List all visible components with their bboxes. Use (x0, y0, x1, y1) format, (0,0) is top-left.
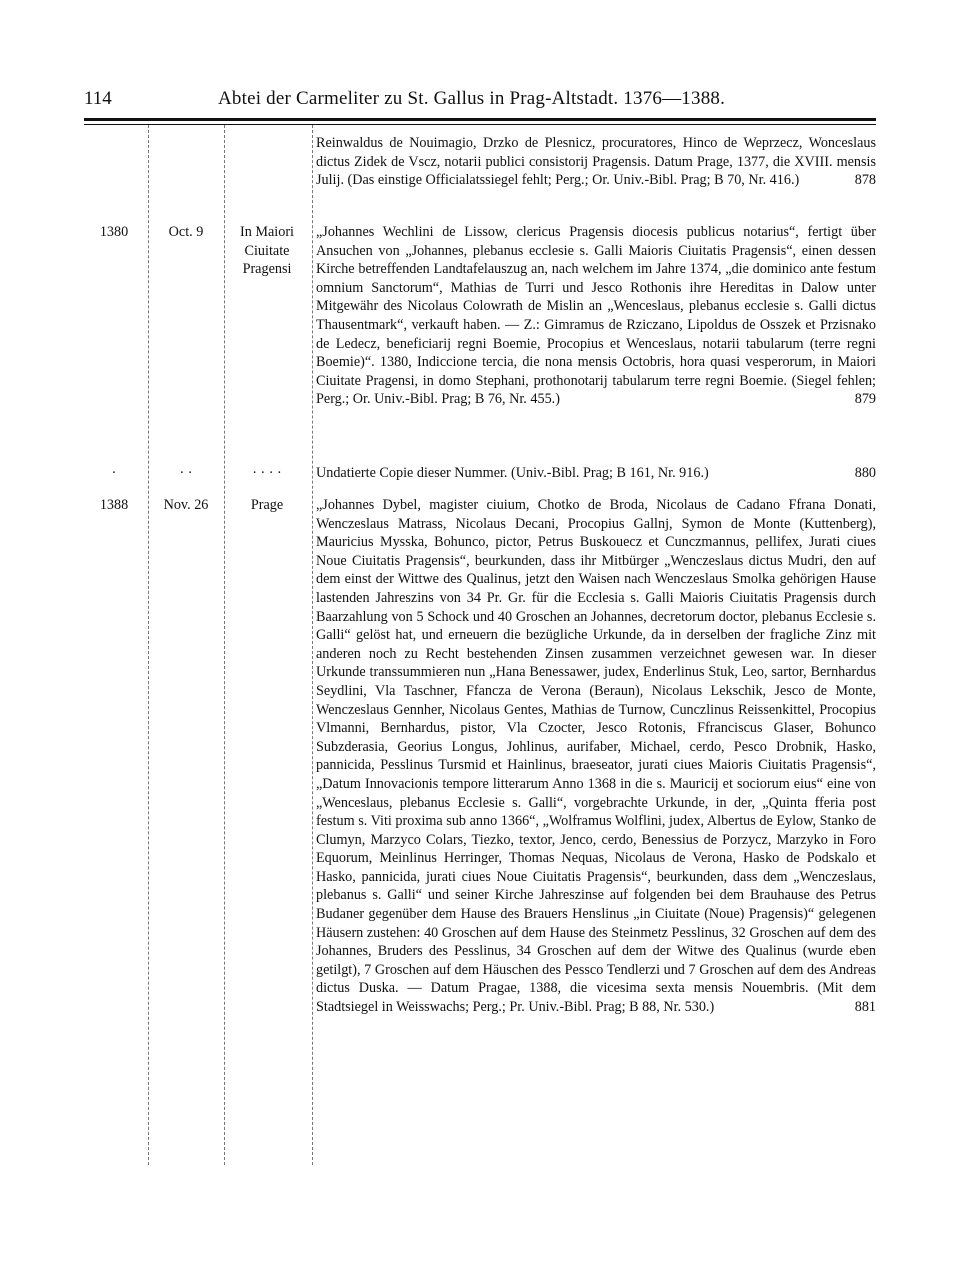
column-divider (312, 125, 313, 1165)
column-divider (148, 125, 149, 1165)
entry-text (316, 223, 876, 409)
entry-number: 879 (854, 391, 876, 408)
entry-text (316, 464, 876, 483)
entry-text (316, 134, 876, 190)
entry-number: 878 (854, 172, 876, 189)
entry-number: 880 (854, 465, 876, 481)
entry-text (316, 496, 876, 1017)
entry-date: Oct. 9 (168, 224, 204, 240)
entry-year: 1388 (99, 497, 129, 513)
entry-place: In Maiori Ciuitate Pragensi (240, 224, 294, 278)
header-rule-thin (84, 124, 876, 125)
running-title: Abtei der Carmeliter zu St. Gallus in Prag-Altstadt. 1376—1388. (218, 88, 726, 109)
entry-body: „Johannes Dybel, magister ciuium, Chotko de Broda, Nicolaus de Cadano Ffrana Donati, Wenczeslaus Matrass, Nicolaus Decani, Procopius Gallnj, Symon de Monte (Kuttenberg), Mauricius Mysska, Bohunco, pictor, Petrus Buskouecz et Cunczmannus, pellifex, Jurati ciues Noue Ciuitatis Pragensis“, beurkunden, dass ihr Mitbürger „Wenczeslaus dictus Mudri, den auf dem einst der Wittwe des Qualinus, jetzt den Waisen nach Wenczeslaus Smolka gehörigen Hause lastenden Jahreszins von 34 Pr. Gr. für die Ecclesia s. Galli Maioris Ciuitatis Pragensis durch Baarzahlung von 5 Schock und 40 Groschen an Johannes, decretorum doctor, plebanus Ecclesie s. Galli“ gelöst hat, und erneuern die bezügliche Urkunde, da in derselben der fragliche Zinz mit anderen noch zu Recht bestehenden Zinsen zusammen verzeichnet gewesen war. In dieser Urkunde transsummieren nun „Hana Benessawer, judex, Enderlinus Stuk, Leo, sartor, Bernhardus Seydlini, Vla Taschner, Ffancza de Verona (Beraun), Nicolaus Lekschik, Jesco de Monte, Wenczeslaus Gennher, Nicolaus Gentes, Mathias de Turnow, Cunczlinus Reissenkittel, Procopius Vlmanni, Bernhardus, pistor, Vla Czocter, Jesco Rotonis, Ffranciscus Glaser, Bohunco Subzderasia, Georius Longus, Johlinus, aurifaber, Michael, cerdo, Pesco Drobnik, Hasko, pannicida, Pesslinus Tursmid et Hainlinus, braeseator, jurati ciues Maioris Ciuitatis Pragensis“, „Datum Innovacionis tempore litterarum Anno 1368 in die s. Mauricij et sociorum eius“ eine von „Wenceslaus, plebanus Ecclesie s. Galli“, vorgebrachte Urkunde, in der, „Quinta fferia post festum s. Viti proxima sub anno 1366“, „Wolframus Wolflini, judex, Albertus de Eylow, Stanko de Clumyn, Marzyco Colars, Tiezko, textor, Jenco, cerdo, Benessius de Porzycz, Marzyko in Foro Equorum, Meinlinus Herringer, Thomas Nequas, Nicolaus de Verona, Hasko de Podskalo et Hasko, pannicida, jurati ciues Noue Ciuitatis Pragensis“, beurkunden, dass dem „Wenczeslaus, plebanus s. Galli“ und seiner Kirche Jahreszinse auf folgenden bei dem Brauhause des Petrus Budaner gegenüber dem Hause des Brauers Henslinus „in Ciuitate (Noue) Pragensis)“ gelegenen Häusern zustehen: 40 Groschen auf dem Hause des Steinmetz Pesslinus, 32 Groschen auf dem des Johannes, Bruders des Pesslinus, 34 Groschen auf dem der Witwe des Qualinus (wurde eben getilgt), 7 Groschen auf dem Häuschen des Pessco Tendlerzi und 7 Groschen auf dem des Andreas dictus Duska. — Datum Pragae, 1388, die vicesima sexta mensis Nouembris. (Mit dem Stadtsiegel in Weisswachs; Perg.; Pr. Univ.-Bibl. Prag; B 88, Nr. 530.) (316, 497, 876, 1016)
entry-date: Nov. 26 (163, 497, 209, 513)
entry-body: „Johannes Wechlini de Lissow, clericus Pragensis diocesis publicus notarius“, fertigt über Ansuchen von „Johannes, plebanus ecclesie s. Galli Maioris Ciuitatis Pragensis“, einen dessen Kirche betreffenden Landtafelauszug an, nach welchem im Jahre 1374, „die dominico ante festum omnium Sanctorum“, Mathias de Turri und Jesco Rothonis ihre Hereditas in Dalow unter Mitgewähr des Nicolaus Colowrath de Mislin an „Wenceslaus, plebanus ecclesie s. Galli dictus Thausentmark“, verkauft haben. — Z.: Gimramus de Rziczano, Lipoldus de Osszek et Przisnako de Ledecz, beneficiarij regni Boemie, Procopius et Wenceslaus, notarii tabularum (terre regni Boemie)“. 1380, Indiccione tercia, die nona mensis Octobris, hora quasi vesperorum, in Maiori Ciuitate Pragensi, in domo Stephani, prothonotarij tabularum terre regni Boemie. (Siegel fehlen; Perg.; Or. Univ.-Bibl. Prag; B 76, Nr. 455.) (316, 224, 876, 408)
entry-place: · · · · (252, 465, 282, 481)
entry-place: Prage (250, 497, 284, 513)
entry-body: Reinwaldus de Nouimagio, Drzko de Plesnicz, procuratores, Hinco de Weprzecz, Wonceslaus dictus Zidek de Vscz, notarii publici consistorij Pragensis. Datum Prage, 1377, die XVIII. mensis Julij. (Das einstige Officialatssiegel fehlt; Perg.; Or. Univ.-Bibl. Prag; B 70, Nr. 416.) (316, 135, 876, 189)
entry-date: · · (179, 465, 193, 481)
entry-year: 1380 (99, 224, 129, 240)
entry-body: Undatierte Copie dieser Nummer. (Univ.-Bibl. Prag; B 161, Nr. 916.) (316, 465, 709, 481)
column-divider (224, 125, 225, 1165)
page-number: 114 (84, 88, 112, 109)
entry-year: · (111, 465, 117, 481)
header-rule-thick (84, 118, 876, 121)
entry-number: 881 (854, 999, 876, 1016)
